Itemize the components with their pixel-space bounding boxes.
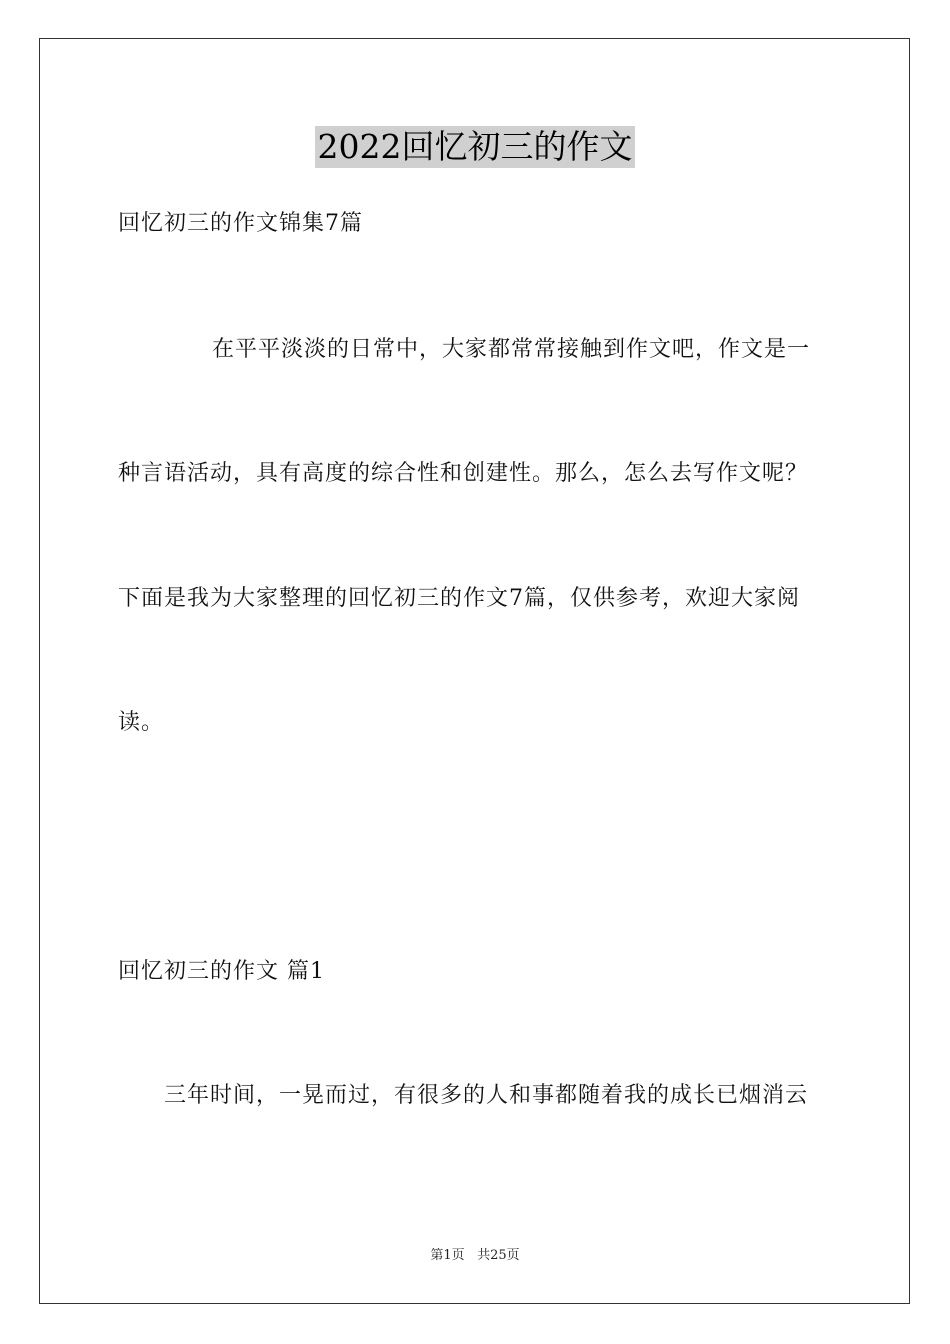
page-footer	[0, 1247, 950, 1265]
paragraph-line-2: 种言语活动，具有高度的综合性和创建性。那么，怎么去写作文呢？	[118, 461, 809, 486]
section-heading: 回忆初三的作文 篇1	[118, 959, 325, 984]
paragraph-line-3: 下面是我为大家整理的回忆初三的作文7篇，仅供参考，欢迎大家阅	[118, 586, 800, 611]
document-subtitle: 回忆初三的作文锦集7篇	[118, 211, 363, 236]
page-total: 共25页	[477, 1248, 520, 1263]
paragraph-line-1: 在平平淡淡的日常中，大家都常常接触到作文吧，作文是一	[212, 337, 811, 362]
page-number: 第1页	[430, 1248, 465, 1263]
document-title-row	[0, 126, 950, 168]
paragraph-line-4: 读。	[118, 710, 165, 735]
document-title: 2022回忆初三的作文	[315, 126, 636, 168]
section-first-line: 三年时间，一晃而过，有很多的人和事都随着我的成长已烟消云	[164, 1083, 809, 1108]
